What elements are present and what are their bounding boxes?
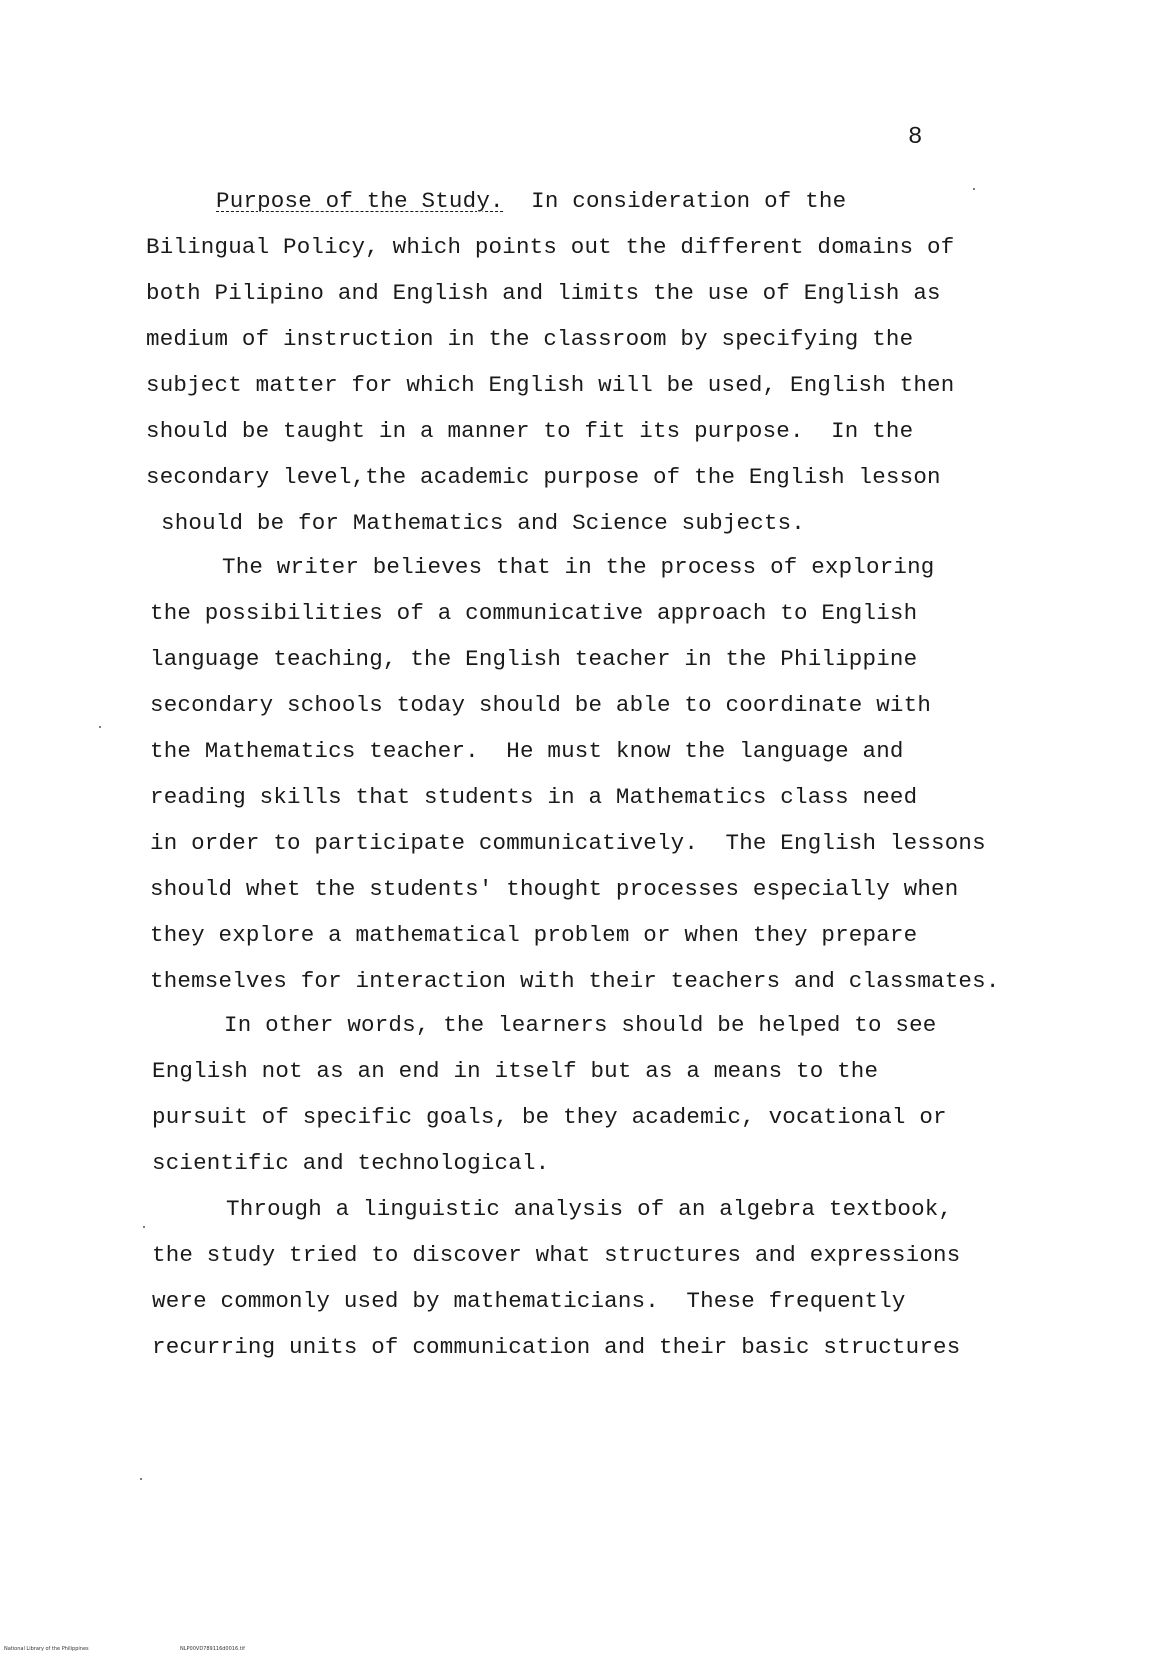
paragraph-line: language teaching, the English teacher in the Philippine bbox=[150, 646, 918, 672]
paragraph-line: the study tried to discover what structures and expressions bbox=[152, 1242, 961, 1268]
scan-speck bbox=[99, 726, 101, 728]
paragraph-line: the Mathematics teacher. He must know the language and bbox=[150, 738, 904, 764]
paragraph-line: both Pilipino and English and limits the use of English as bbox=[146, 280, 941, 306]
paragraph-line: Bilingual Policy, which points out the different domains of bbox=[146, 234, 955, 260]
paragraph-line: recurring units of communication and their basic structures bbox=[152, 1334, 961, 1360]
paragraph-line: subject matter for which English will be used, English then bbox=[146, 372, 955, 398]
paragraph-line: they explore a mathematical problem or when they prepare bbox=[150, 922, 918, 948]
paragraph-line: the possibilities of a communicative approach to English bbox=[150, 600, 918, 626]
paragraph-line: in order to participate communicatively. The English lessons bbox=[150, 830, 986, 856]
paragraph-line: themselves for interaction with their teachers and classmates. bbox=[150, 968, 1000, 994]
paragraph-line: should whet the students' thought processes especially when bbox=[150, 876, 959, 902]
paragraph-line: secondary level,the academic purpose of the English lesson bbox=[146, 464, 941, 490]
paragraph-line: secondary schools today should be able to coordinate with bbox=[150, 692, 932, 718]
page-number: 8 bbox=[908, 124, 923, 151]
footer-library: National Library of the Philippines bbox=[4, 1646, 89, 1652]
scan-speck bbox=[973, 188, 975, 190]
scan-speck bbox=[143, 1226, 145, 1228]
paragraph-line: scientific and technological. bbox=[152, 1150, 550, 1176]
section-heading: Purpose of the Study. bbox=[216, 188, 504, 214]
paragraph-line: were commonly used by mathematicians. These frequently bbox=[152, 1288, 906, 1314]
paragraph-line: medium of instruction in the classroom by specifying the bbox=[146, 326, 914, 352]
paragraph-line: pursuit of specific goals, be they academic, vocational or bbox=[152, 1104, 947, 1130]
paragraph-line: English not as an end in itself but as a means to the bbox=[152, 1058, 879, 1084]
footer-filename: NLP00VD789116d0016.tif bbox=[180, 1646, 245, 1652]
paragraph-line: Purpose of the Study. In consideration of the bbox=[216, 188, 847, 214]
paragraph-line: reading skills that students in a Mathematics class need bbox=[150, 784, 918, 810]
paragraph-line: The writer believes that in the process of exploring bbox=[222, 554, 935, 580]
paragraph-line: should be for Mathematics and Science subjects. bbox=[161, 510, 806, 536]
scan-speck bbox=[140, 1478, 142, 1480]
paragraph-line: Through a linguistic analysis of an algebra textbook, bbox=[226, 1196, 953, 1222]
paragraph-line: should be taught in a manner to fit its purpose. In the bbox=[146, 418, 914, 444]
paragraph-line: In other words, the learners should be helped to see bbox=[224, 1012, 937, 1038]
